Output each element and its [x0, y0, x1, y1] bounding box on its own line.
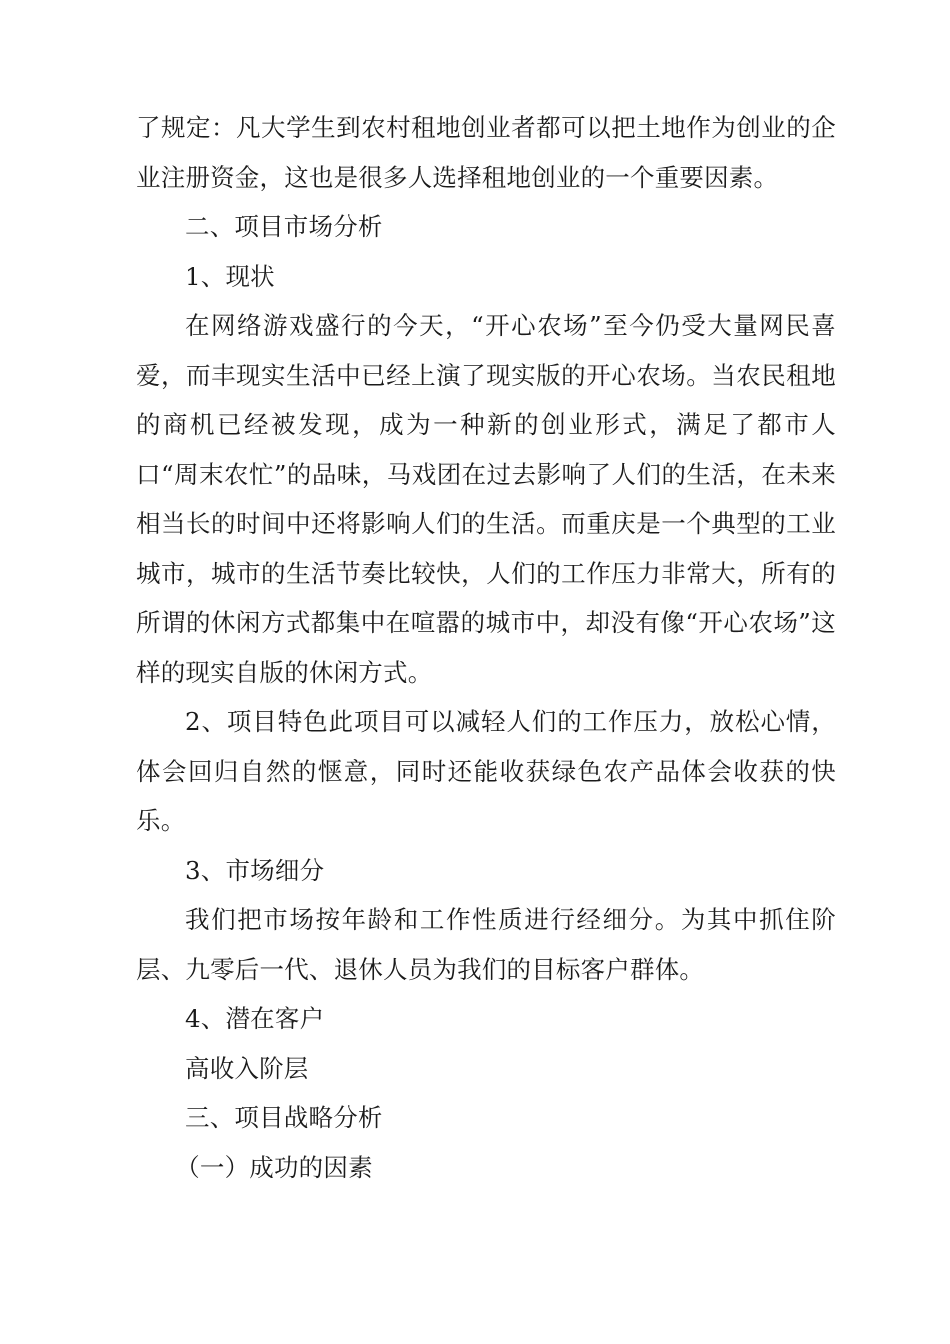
item-high-income: 高收入阶层 [185, 1053, 309, 1083]
heading-status: 1、现状 [185, 261, 275, 291]
heading-strategy-analysis: 三、项目战略分析 [185, 1103, 383, 1132]
heading-success-factors: （一）成功的因素 [175, 1152, 373, 1182]
paragraph-feature: 2、项目特色此项目可以减轻人们的工作压力，放松心情，体会回归自然的惬意，同时还能收获绿色农产品体会收获的快乐。 [136, 707, 836, 835]
paragraph-registration: 了规定：凡大学生到农村租地创业者都可以把土地作为创业的企业注册资金，这也是很多人选择租地创业的一个重要因素。 [136, 113, 836, 192]
heading-potential-customers: 4、潜在客户 [185, 1004, 325, 1033]
document-page [136, 103, 836, 1192]
paragraph-segment: 我们把市场按年龄和工作性质进行经细分。为其中抓住阶层、九零后一代、退休人员为我们的目标客户群体。 [136, 905, 836, 984]
heading-market-analysis: 二、项目市场分析 [185, 212, 383, 241]
heading-segment: 3、市场细分 [185, 855, 325, 885]
paragraph-status: 在网络游戏盛行的今天，“开心农场”至今仍受大量网民喜爱，而丰现实生活中已经上演了现实版的开心农场。当农民租地的商机已经被发现，成为一种新的创业形式，满足了都市人口“周末农忙”的品味，马戏团在过去影响了人们的生活，在未来相当长的时间中还将影响人们的生活。而重庆是一个典型的工业城市，城市的生活节奏比较快，人们的工作压力非常大，所有的所谓的休闲方式都集中在喧嚣的城市中，却没有像“开心农场”这样的现实自版的休闲方式。 [136, 311, 836, 687]
